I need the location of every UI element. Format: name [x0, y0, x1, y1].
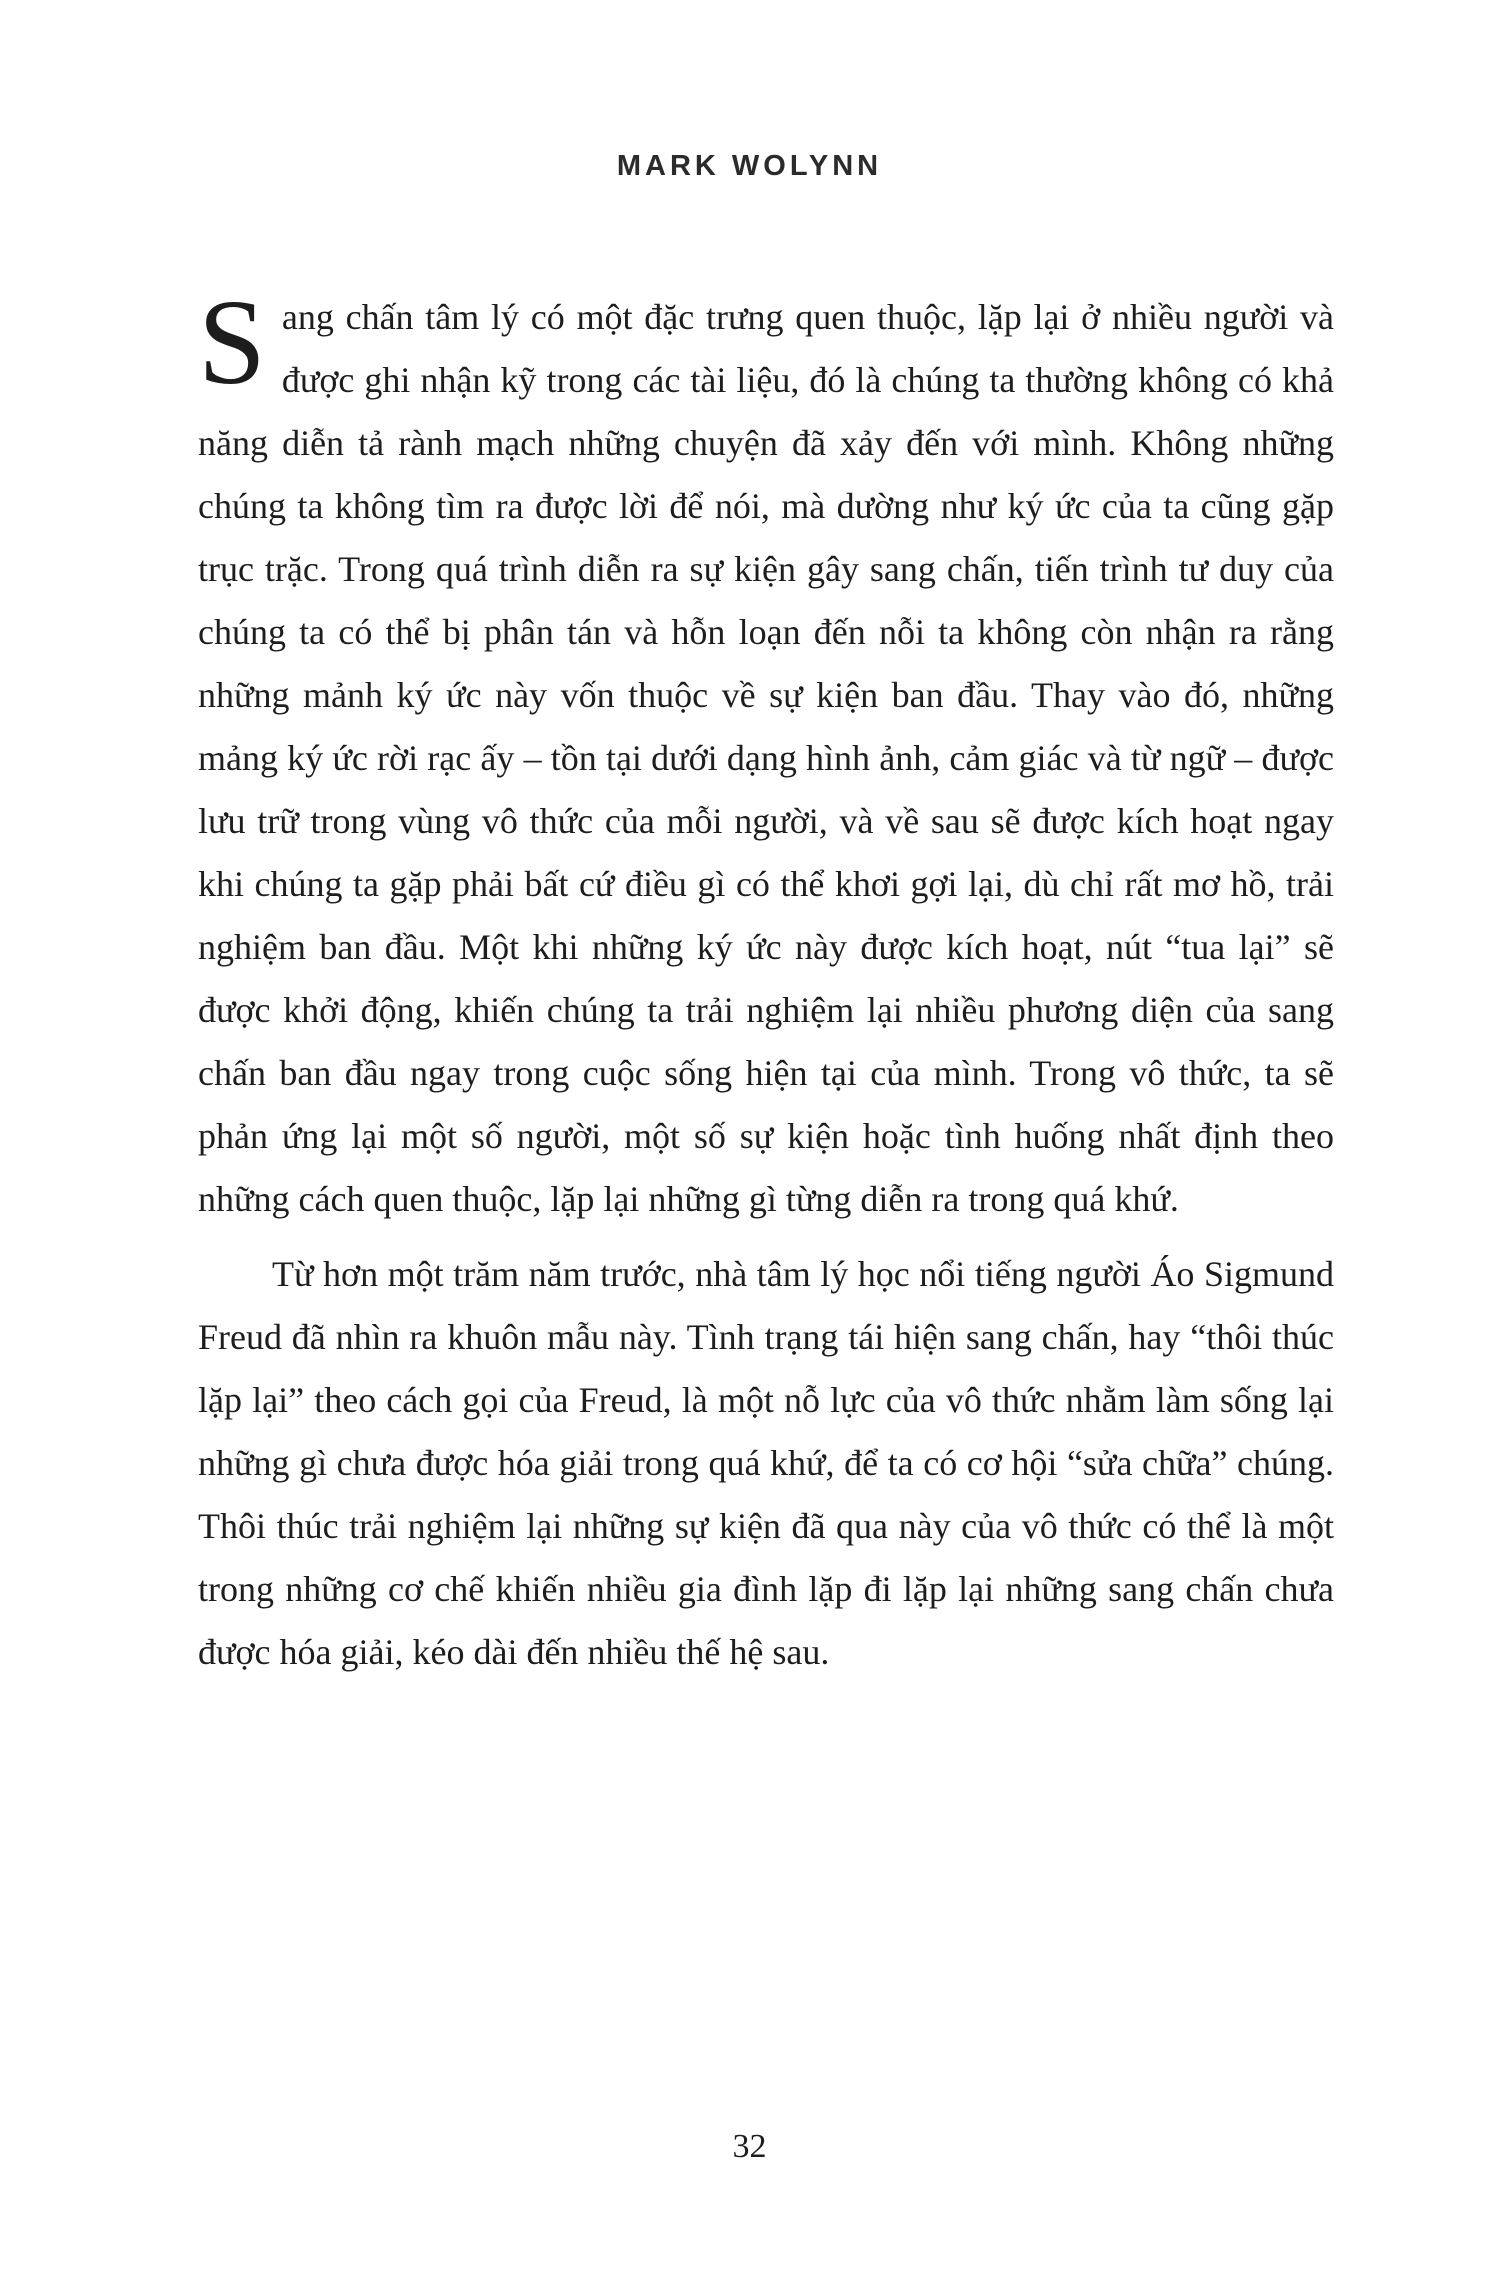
paragraph-text: Từ hơn một trăm năm trước, nhà tâm lý học nổi tiếng người Áo Sigmund Freud đã nhìn ra khuôn mẫu này. Tình trạng tái hiện sang chấn, hay “thôi thúc lặp lại” theo cách gọi của Freud, là một nỗ lực của vô thức nhằm làm sống lại những gì chưa được hóa giải trong quá khứ, để ta có cơ hội “sửa chữa” chúng. Thôi thúc trải nghiệm lại những sự kiện đã qua này của vô thức có thể là một trong những cơ chế khiến nhiều gia đình lặp đi lặp lại những sang chấn chưa được hóa giải, kéo dài đến nhiều thế hệ sau. — [198, 1254, 1334, 1672]
page-number: 32 — [732, 2128, 767, 2165]
drop-cap: S — [198, 275, 266, 410]
paragraph-text: ang chấn tâm lý có một đặc trưng quen thuộc, lặp lại ở nhiều người và được ghi nhận kỹ trong các tài liệu, đó là chúng ta thường không có khả năng diễn tả rành mạch những chuyện đã xảy đến với mình. Không những chúng ta không tìm ra được lời để nói, mà dường như ký ức của ta cũng gặp trục trặc. Trong quá trình diễn ra sự kiện gây sang chấn, tiến trình tư duy của chúng ta có thể bị phân tán và hỗn loạn đến nỗi ta không còn nhận ra rằng những mảnh ký ức này vốn thuộc về sự kiện ban đầu. Thay vào đó, những mảng ký ức rời rạc ấy – tồn tại dưới dạng hình ảnh, cảm giác và từ ngữ – được lưu trữ trong vùng vô thức của mỗi người, và về sau sẽ được kích hoạt ngay khi chúng ta gặp phải bất cứ điều gì có thể khơi gợi lại, dù chỉ rất mơ hồ, trải nghiệm ban đầu. Một khi những ký ức này được kích hoạt, nút “tua lại” sẽ được khởi động, khiến chúng ta trải nghiệm lại nhiều phương diện của sang chấn ban đầu ngay trong cuộc sống hiện tại của mình. Trong vô thức, ta sẽ phản ứng lại một số người, một số sự kiện hoặc tình huống nhất định theo những cách quen thuộc, lặp lại những gì từng diễn ra trong quá khứ. — [198, 297, 1334, 1219]
paragraph — [198, 275, 1334, 1231]
paragraph — [198, 1243, 1334, 1684]
body-text — [198, 275, 1334, 1684]
running-header: MARK WOLYNN — [616, 150, 883, 182]
